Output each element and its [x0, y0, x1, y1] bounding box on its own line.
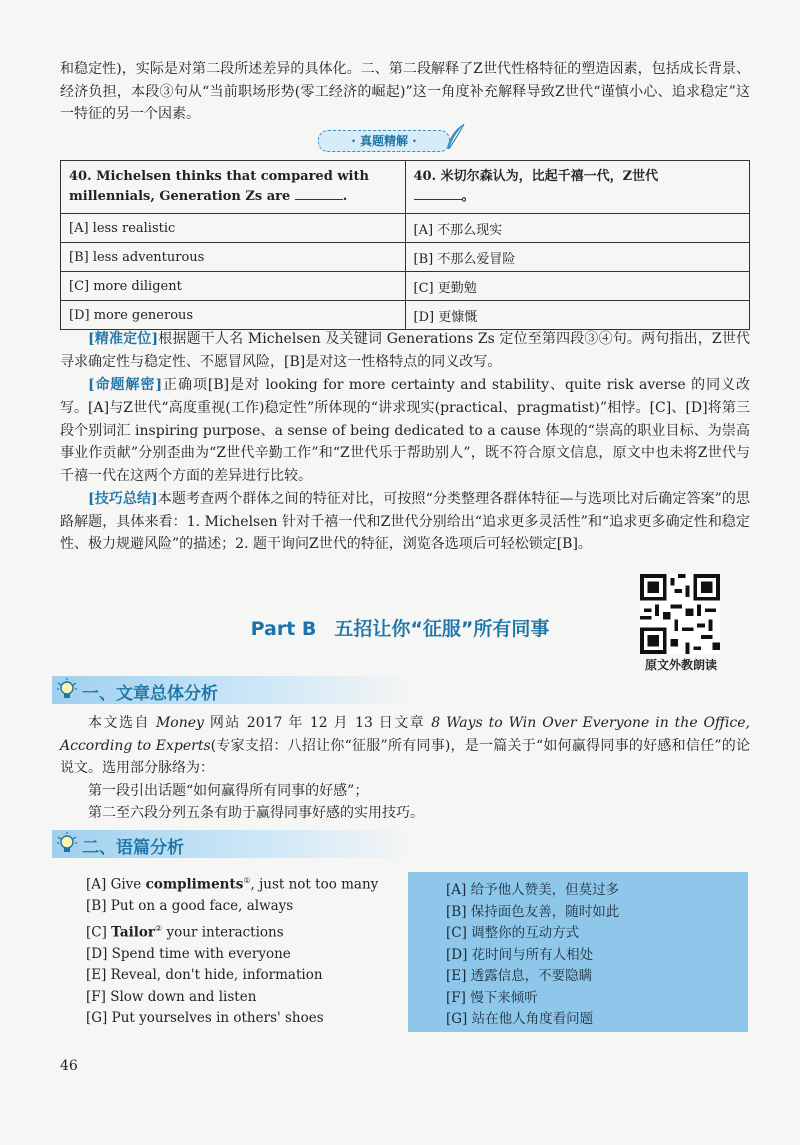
analysis-locate — [60, 328, 750, 373]
option-zh-item: [E] 透露信息，不要隐瞒 — [446, 968, 593, 984]
question-stem-zh — [405, 161, 750, 214]
part-title: 五招让你“征服”所有同事 — [334, 618, 550, 640]
section-title: 一、文章总体分析 — [82, 684, 218, 704]
option-item — [86, 987, 396, 1009]
option-zh-item: [D] 花时间与所有人相处 — [446, 946, 594, 963]
option-text: [E] Reveal, don't hide, information — [86, 967, 323, 983]
option-row — [61, 272, 750, 301]
option-text: [F] Slow down and listen — [86, 988, 257, 1005]
option-zh: [C] 更勤勉 — [405, 272, 750, 301]
option-text: [B] Put on a good face, always — [86, 898, 294, 914]
page-number: 46 — [60, 1058, 78, 1074]
overall-paragraph — [60, 712, 750, 780]
section-overall-header — [52, 676, 412, 704]
answer-blank — [295, 187, 343, 200]
option-en: [C] more diligent — [61, 272, 406, 301]
option-zh-item: [F] 慢下来倾听 — [446, 989, 538, 1006]
option-zh: [D] 更慷慨 — [405, 301, 750, 330]
option-item — [86, 896, 396, 918]
tag-tips: [技巧总结] — [88, 491, 158, 507]
qr-caption: 原文外教朗读 — [644, 658, 717, 672]
intro-paragraph: 和稳定性)，实际是对第二段所述差异的具体化。二、第二段解释了Z世代性格特征的塑造因素，包括成长背景、经济负担，本段③句从“当前职场形势(零工经济的崛起)”这一角度补充解释导致Z世代“谨慎小心、追求稳定”这一特征的另一个因素。 — [60, 61, 750, 122]
option-item — [86, 965, 396, 987]
stem-en-text: 40. Michelsen thinks that compared with millennials, Generation Zs are — [69, 169, 369, 204]
option-text: , just not too many — [250, 876, 379, 893]
option-item — [86, 870, 396, 896]
option-en: [B] less adventurous — [61, 243, 406, 272]
option-zh: [A] 不那么现实 — [405, 214, 750, 243]
option-en: [A] less realistic — [61, 214, 406, 243]
option-row — [61, 243, 750, 272]
article-title: 8 Ways to Win Over Everyone in the Office, According to Experts — [60, 715, 751, 754]
option-en: [D] more generous — [61, 301, 406, 330]
option-row — [61, 301, 750, 330]
lightbulb-icon — [56, 832, 78, 856]
stem-zh-end: 。 — [461, 189, 475, 204]
english-options-list — [86, 870, 396, 1030]
answer-blank — [414, 187, 462, 200]
option-item — [86, 918, 396, 944]
question-stem-en — [61, 161, 406, 214]
footnote-mark: ① — [243, 876, 251, 885]
option-text: [G] Put yourselves in others' shoes — [86, 1010, 324, 1026]
option-row — [61, 214, 750, 243]
question-table — [60, 160, 750, 330]
analysis-tips — [60, 488, 750, 556]
tips-text: 本题考查两个群体之间的特征对比，可按照“分类整理各群体特征—与选项比对后确定答案”的思路解题，具体来看：1. Michelsen 针对千禧一代和Z世代分别给出“追求更多灵活性”和“追求更多确定性和稳定性、极力规避风险”的描述；2. 题干询问Z世代的特征，浏览各选项后可轻松锁定[B]。 — [60, 491, 751, 552]
quill-pen-icon — [442, 122, 468, 152]
stem-en-end: . — [342, 189, 348, 204]
locate-text: 根据题干人名 Michelsen 及关键词 Generations Zs 定位至第四段③④句。两句指出，Z世代寻求确定性与稳定性、不愿冒风险，[B]是对这一性格特点的同义改写。 — [60, 331, 750, 370]
option-text: your interactions — [162, 924, 284, 940]
tag-decode: [命题解密] — [88, 377, 163, 393]
decode-text: 正确项[B]是对 looking for more certainty and stability、quite risk averse 的同义改写。 — [60, 377, 750, 416]
option-zh-item: [B] 保持面色友善，随时如此 — [446, 903, 620, 920]
overall-structure-1: 第一段引出话题“如何赢得所有同事的好感”； — [88, 783, 369, 799]
overall-text-c: (专家支招：八招让你“征服”所有同事)，是一篇关于“如何赢得同事的好感和信任”的论说文。选用部分脉络为： — [60, 737, 750, 776]
option-item — [86, 944, 396, 966]
overall-text-b: 网站 2017 年 12 月 13 日文章 — [203, 715, 432, 731]
analysis-distractors: [A]与Z世代“高度重视(工作)稳定性”所体现的“讲求现实(practical、pragmatist)”相悖。[C]、[D]将第三段个别词汇 inspiring purpose、a sense of being dedicated to a cause 体现的“崇高的职业目标、为崇高事业作贡献”分别歪曲为“Z世代辛勤工作”和“Z世代乐于帮助别人”，既不符合原文信息，原文中也未将Z世代与千禧一代在这两个方面的差异进行比较。 — [60, 400, 750, 484]
footnote-mark: ② — [155, 923, 163, 933]
option-zh-item: [C] 调整你的互动方式 — [446, 925, 580, 941]
question-stem-row — [61, 161, 750, 214]
lightbulb-icon — [56, 678, 78, 702]
overall-text-a: 本文选自 — [88, 715, 156, 731]
option-keyword: Tailor — [111, 924, 156, 940]
part-label: Part B — [250, 618, 317, 640]
section-discourse-header — [52, 830, 412, 858]
option-text: [C] — [86, 924, 112, 940]
stem-zh-text: 40. 米切尔森认为，比起千禧一代，Z世代 — [413, 169, 659, 184]
option-keyword: compliments — [145, 876, 244, 893]
source-name: Money — [155, 715, 204, 731]
option-zh-item: [G] 站在他人角度看问题 — [446, 1011, 594, 1027]
chinese-options-box — [408, 872, 748, 1032]
option-zh: [B] 不那么爱冒险 — [405, 243, 750, 272]
option-text: [D] Spend time with everyone — [86, 945, 291, 962]
option-zh-item: [A] 给予他人赞美，但莫过多 — [446, 882, 620, 898]
option-text: [A] Give — [86, 876, 146, 893]
section-title: 二、语篇分析 — [82, 838, 184, 858]
overall-structure-2: 第二至六段分列五条有助于赢得同事好感的实用技巧。 — [88, 805, 424, 821]
exam-analysis-banner: · 真题精解 · — [318, 130, 450, 152]
part-b-heading — [0, 614, 800, 641]
tag-locate: [精准定位] — [88, 331, 159, 347]
option-item — [86, 1008, 396, 1030]
